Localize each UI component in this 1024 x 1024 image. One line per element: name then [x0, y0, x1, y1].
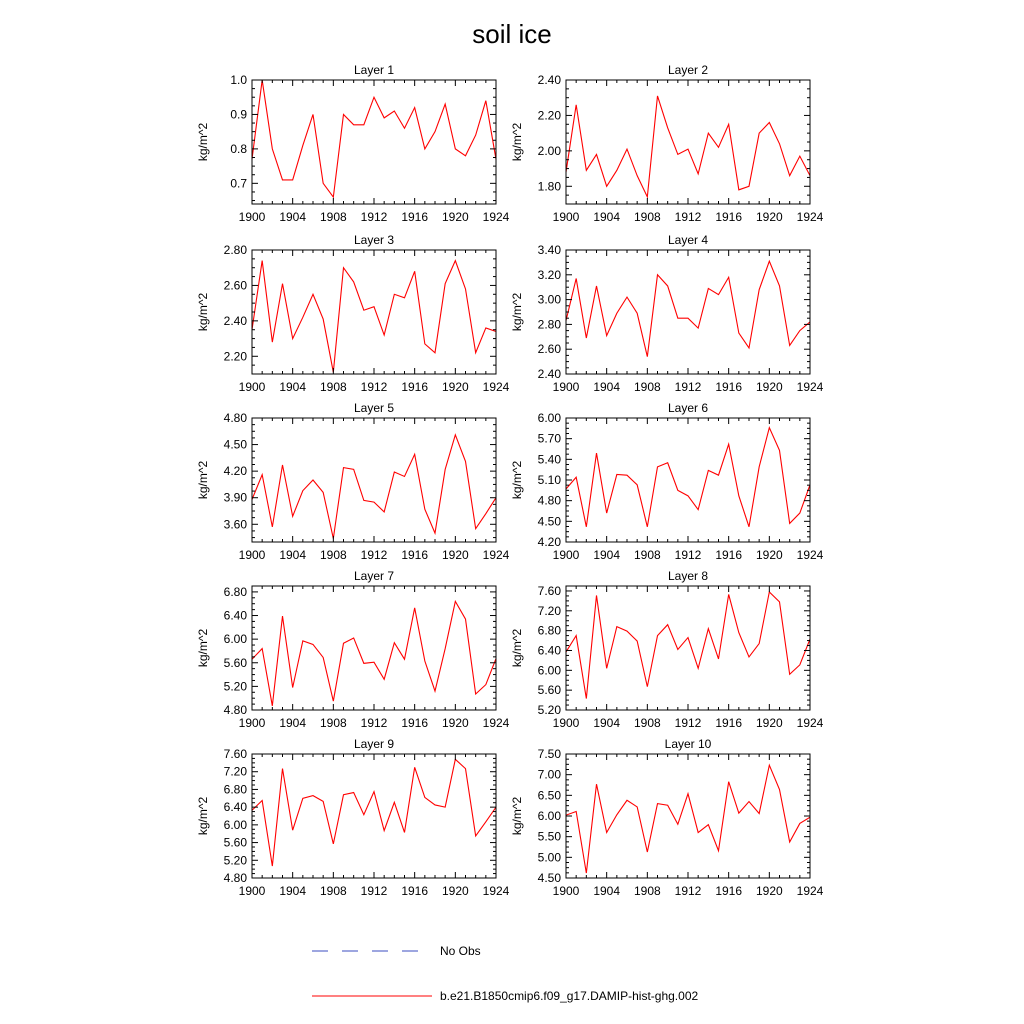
y-axis-label: kg/m^2: [510, 628, 524, 668]
x-tick-label: 1908: [633, 380, 661, 394]
x-tick-label: 1920: [441, 884, 469, 898]
x-tick-label: 1912: [674, 380, 702, 394]
y-tick-label: 0.7: [230, 176, 247, 191]
x-tick-label: 1912: [360, 716, 388, 730]
x-tick-label: 1916: [715, 210, 743, 224]
y-tick-label: 5.00: [537, 850, 561, 865]
plot-frame: [566, 250, 810, 374]
plot-frame: [252, 586, 496, 710]
x-tick-label: 1904: [279, 716, 307, 730]
y-tick-label: 4.80: [223, 411, 247, 425]
x-tick-label: 1908: [319, 716, 347, 730]
x-tick-label: 1916: [715, 884, 743, 898]
x-tick-label: 1904: [279, 884, 307, 898]
series-line: [252, 759, 496, 866]
y-tick-label: 7.60: [537, 583, 561, 598]
y-tick-label: 5.20: [537, 703, 561, 717]
panel-title: Layer 4: [667, 233, 709, 247]
x-tick-label: 1912: [674, 548, 702, 562]
x-tick-label: 1912: [360, 210, 388, 224]
y-tick-label: 7.20: [223, 764, 247, 779]
y-tick-label: 5.50: [537, 829, 561, 844]
y-tick-label: 5.60: [223, 835, 247, 850]
x-tick-label: 1900: [238, 884, 266, 898]
x-tick-label: 1912: [674, 716, 702, 730]
y-tick-label: 4.80: [537, 493, 561, 508]
x-tick-label: 1904: [593, 380, 621, 394]
panel-layer-9: [196, 737, 510, 898]
y-axis-label: kg/m^2: [196, 292, 210, 332]
y-tick-label: 3.40: [537, 243, 561, 257]
y-tick-label: 3.90: [223, 490, 247, 505]
x-tick-label: 1924: [796, 380, 824, 394]
series-line: [566, 592, 810, 699]
x-tick-label: 1920: [441, 548, 469, 562]
series-line: [566, 261, 810, 356]
figure-title: soil ice: [472, 19, 552, 49]
x-tick-label: 1916: [715, 380, 743, 394]
x-tick-label: 1916: [715, 716, 743, 730]
y-tick-label: 3.20: [537, 267, 561, 282]
x-tick-label: 1924: [796, 884, 824, 898]
x-tick-label: 1920: [755, 716, 783, 730]
series-line: [252, 80, 496, 197]
y-tick-label: 2.40: [537, 367, 561, 381]
series-line: [566, 96, 810, 197]
y-tick-label: 2.00: [537, 143, 561, 158]
x-tick-label: 1916: [401, 548, 429, 562]
y-tick-label: 2.20: [537, 108, 561, 123]
y-tick-label: 6.00: [223, 632, 247, 647]
panel-title: Layer 1: [353, 63, 395, 77]
y-tick-label: 2.60: [537, 342, 561, 357]
y-tick-label: 5.20: [223, 853, 247, 868]
x-tick-label: 1900: [238, 380, 266, 394]
x-tick-label: 1900: [552, 380, 580, 394]
plot-frame: [566, 80, 810, 204]
series-line: [252, 435, 496, 539]
y-tick-label: 2.20: [223, 349, 247, 364]
x-tick-label: 1924: [482, 210, 510, 224]
panel-title: Layer 2: [667, 63, 709, 77]
panel-layer-3: [196, 233, 510, 394]
x-tick-label: 1900: [552, 548, 580, 562]
panel-title: Layer 8: [667, 569, 709, 583]
y-axis-label: kg/m^2: [510, 122, 524, 162]
y-tick-label: 6.80: [537, 623, 561, 638]
x-tick-label: 1904: [279, 380, 307, 394]
panel-layer-1: [196, 63, 510, 224]
y-tick-label: 6.50: [537, 788, 561, 803]
y-tick-label: 4.50: [537, 871, 561, 885]
y-tick-label: 0.8: [230, 141, 247, 156]
panel-layer-5: [196, 401, 510, 562]
legend-label: No Obs: [440, 944, 481, 958]
x-tick-label: 1900: [238, 716, 266, 730]
y-tick-label: 7.60: [223, 747, 247, 761]
y-axis-label: kg/m^2: [196, 122, 210, 162]
series-line: [252, 261, 496, 373]
y-axis-label: kg/m^2: [196, 628, 210, 668]
y-tick-label: 4.50: [223, 437, 247, 452]
y-tick-label: 2.40: [537, 73, 561, 87]
x-tick-label: 1924: [796, 210, 824, 224]
y-tick-label: 4.50: [537, 514, 561, 529]
x-tick-label: 1920: [441, 716, 469, 730]
x-tick-label: 1920: [755, 210, 783, 224]
y-tick-label: 5.60: [537, 683, 561, 698]
x-tick-label: 1924: [482, 548, 510, 562]
panel-title: Layer 6: [667, 401, 709, 415]
y-tick-label: 7.20: [537, 603, 561, 618]
plot-frame: [252, 418, 496, 542]
x-tick-label: 1900: [238, 210, 266, 224]
x-tick-label: 1920: [755, 380, 783, 394]
y-axis-label: kg/m^2: [510, 796, 524, 836]
y-tick-label: 0.9: [230, 107, 247, 122]
panel-layer-4: [510, 233, 824, 394]
y-tick-label: 6.80: [223, 584, 247, 599]
y-tick-label: 4.20: [223, 464, 247, 479]
y-tick-label: 4.80: [223, 703, 247, 717]
y-tick-label: 3.60: [223, 517, 247, 532]
y-tick-label: 6.00: [223, 817, 247, 832]
y-tick-label: 7.00: [537, 767, 561, 782]
x-tick-label: 1924: [796, 716, 824, 730]
x-tick-label: 1916: [401, 210, 429, 224]
y-tick-label: 5.10: [537, 473, 561, 487]
x-tick-label: 1924: [796, 548, 824, 562]
y-tick-label: 5.60: [223, 655, 247, 670]
panel-title: Layer 9: [353, 737, 395, 751]
y-axis-label: kg/m^2: [510, 460, 524, 500]
y-tick-label: 6.80: [223, 782, 247, 797]
x-tick-label: 1904: [279, 210, 307, 224]
x-tick-label: 1908: [319, 884, 347, 898]
plot-frame: [252, 754, 496, 878]
y-tick-label: 7.50: [537, 747, 561, 761]
y-tick-label: 1.0: [230, 73, 247, 87]
panel-layer-2: [510, 63, 824, 224]
panel-title: Layer 3: [353, 233, 395, 247]
y-tick-label: 2.60: [223, 278, 247, 293]
x-tick-label: 1908: [633, 884, 661, 898]
x-tick-label: 1900: [552, 884, 580, 898]
panel-layer-8: [510, 569, 824, 730]
x-tick-label: 1920: [755, 548, 783, 562]
x-tick-label: 1916: [401, 716, 429, 730]
x-tick-label: 1908: [319, 210, 347, 224]
x-tick-label: 1924: [482, 884, 510, 898]
y-tick-label: 6.40: [223, 608, 247, 623]
x-tick-label: 1924: [482, 380, 510, 394]
y-tick-label: 4.80: [223, 871, 247, 885]
x-tick-label: 1900: [238, 548, 266, 562]
x-tick-label: 1904: [279, 548, 307, 562]
panel-title: Layer 7: [353, 569, 395, 583]
y-tick-label: 6.40: [537, 643, 561, 658]
series-line: [252, 601, 496, 706]
panel-grid: [196, 63, 824, 898]
y-tick-label: 6.00: [537, 411, 561, 425]
x-tick-label: 1908: [633, 548, 661, 562]
y-tick-label: 5.70: [537, 431, 561, 446]
series-line: [566, 428, 810, 527]
y-tick-label: 6.40: [223, 800, 247, 815]
y-tick-label: 6.00: [537, 809, 561, 823]
y-tick-label: 4.20: [537, 535, 561, 549]
legend: [312, 944, 698, 1003]
x-tick-label: 1904: [593, 210, 621, 224]
x-tick-label: 1920: [755, 884, 783, 898]
legend-label: b.e21.B1850cmip6.f09_g17.DAMIP-hist-ghg.002: [440, 989, 699, 1003]
x-tick-label: 1904: [593, 716, 621, 730]
x-tick-label: 1920: [441, 210, 469, 224]
x-tick-label: 1908: [319, 548, 347, 562]
y-axis-label: kg/m^2: [196, 796, 210, 836]
panel-layer-10: [510, 737, 824, 898]
panel-title: Layer 5: [353, 401, 395, 415]
y-tick-label: 5.20: [223, 679, 247, 694]
x-tick-label: 1912: [360, 884, 388, 898]
x-tick-label: 1916: [401, 380, 429, 394]
y-tick-label: 1.80: [537, 179, 561, 194]
x-tick-label: 1916: [715, 548, 743, 562]
x-tick-label: 1912: [360, 380, 388, 394]
panel-title: Layer 10: [664, 737, 712, 751]
y-tick-label: 2.40: [223, 313, 247, 328]
panel-layer-6: [510, 401, 824, 562]
y-tick-label: 2.80: [223, 243, 247, 257]
y-axis-label: kg/m^2: [510, 292, 524, 332]
series-line: [566, 765, 810, 873]
x-tick-label: 1908: [633, 210, 661, 224]
x-tick-label: 1904: [593, 884, 621, 898]
y-tick-label: 3.00: [537, 292, 561, 307]
panel-layer-7: [196, 569, 510, 730]
x-tick-label: 1924: [482, 716, 510, 730]
plot-frame: [566, 754, 810, 878]
x-tick-label: 1912: [360, 548, 388, 562]
x-tick-label: 1912: [674, 884, 702, 898]
x-tick-label: 1916: [401, 884, 429, 898]
y-axis-label: kg/m^2: [196, 460, 210, 500]
y-tick-label: 5.40: [537, 452, 561, 467]
x-tick-label: 1912: [674, 210, 702, 224]
x-tick-label: 1920: [441, 380, 469, 394]
x-tick-label: 1900: [552, 716, 580, 730]
plot-frame: [252, 250, 496, 374]
y-tick-label: 6.00: [537, 663, 561, 678]
plot-frame: [566, 586, 810, 710]
x-tick-label: 1904: [593, 548, 621, 562]
x-tick-label: 1908: [633, 716, 661, 730]
x-tick-label: 1908: [319, 380, 347, 394]
x-tick-label: 1900: [552, 210, 580, 224]
y-tick-label: 2.80: [537, 317, 561, 332]
